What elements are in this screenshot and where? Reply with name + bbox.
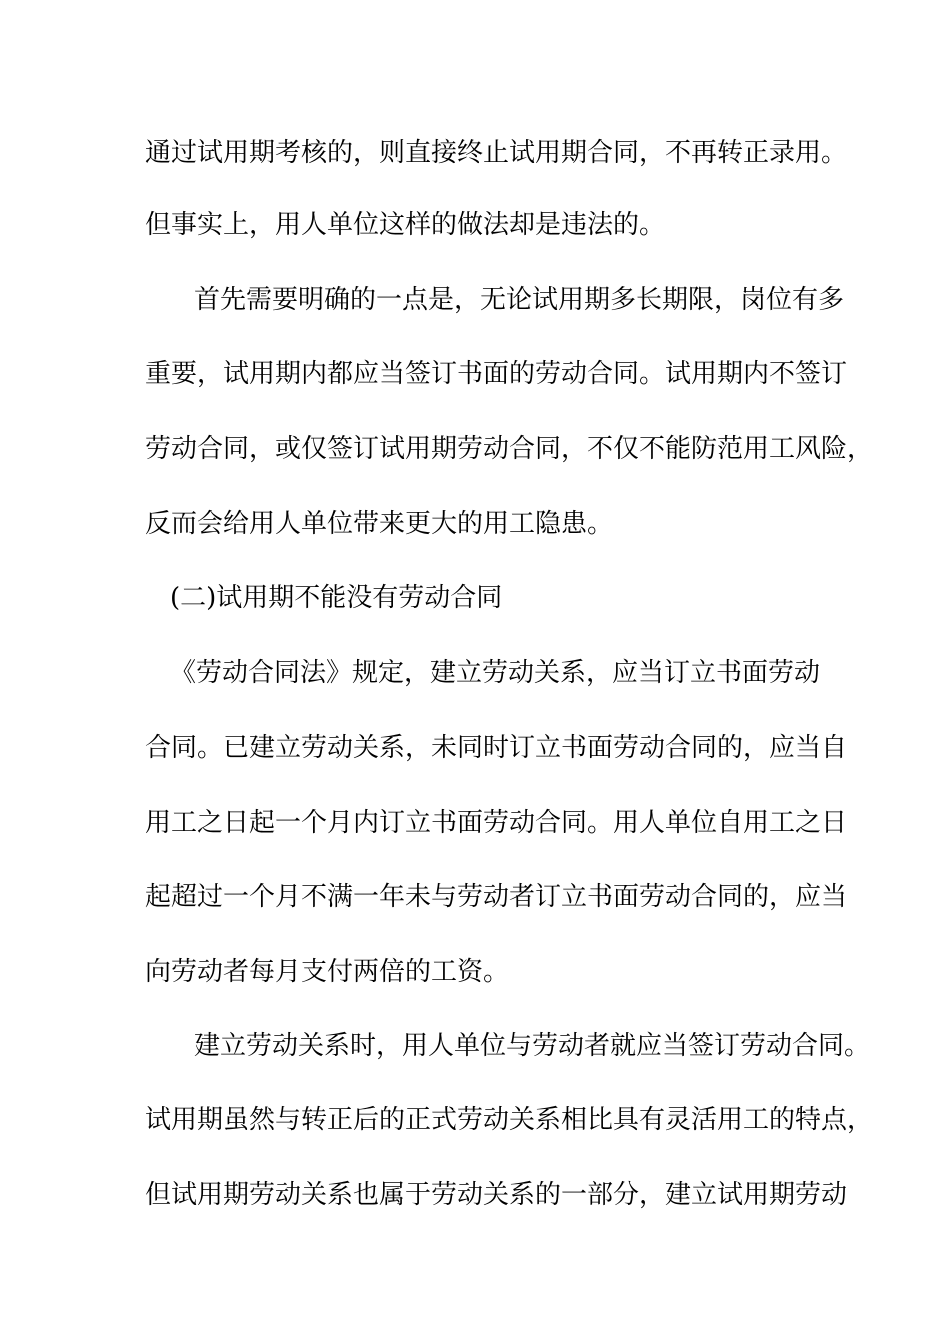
- text-line: 通过试用期考核的，则直接终止试用期合同，不再转正录用。: [145, 138, 848, 168]
- paragraph-start-line: 《劳动合同法》规定，建立劳动关系，应当订立书面劳动: [170, 658, 821, 688]
- text-line: 重要，试用期内都应当签订书面的劳动合同。试用期内不签订: [145, 359, 848, 389]
- section-heading: (二)试用期不能没有劳动合同: [170, 583, 503, 613]
- text-line: 用工之日起一个月内订立书面劳动合同。用人单位自用工之日: [145, 808, 848, 838]
- paragraph-start-line: 首先需要明确的一点是，无论试用期多长期限，岗位有多: [194, 285, 845, 315]
- text-line: 劳动合同，或仅签订试用期劳动合同，不仅不能防范用工风险，: [145, 434, 874, 464]
- text-line: 反而会给用人单位带来更大的用工隐患。: [145, 509, 614, 539]
- text-line: 但事实上，用人单位这样的做法却是违法的。: [145, 210, 666, 240]
- text-line: 向劳动者每月支付两倍的工资。: [145, 957, 510, 987]
- paragraph-start-line: 建立劳动关系时，用人单位与劳动者就应当签订劳动合同。: [194, 1031, 871, 1061]
- text-line: 合同。已建立劳动关系，未同时订立书面劳动合同的，应当自: [145, 733, 848, 763]
- text-line: 起超过一个月不满一年未与劳动者订立书面劳动合同的，应当: [145, 882, 848, 912]
- text-line: 但试用期劳动关系也属于劳动关系的一部分，建立试用期劳动: [145, 1180, 848, 1210]
- text-line: 试用期虽然与转正后的正式劳动关系相比具有灵活用工的特点，: [145, 1105, 874, 1135]
